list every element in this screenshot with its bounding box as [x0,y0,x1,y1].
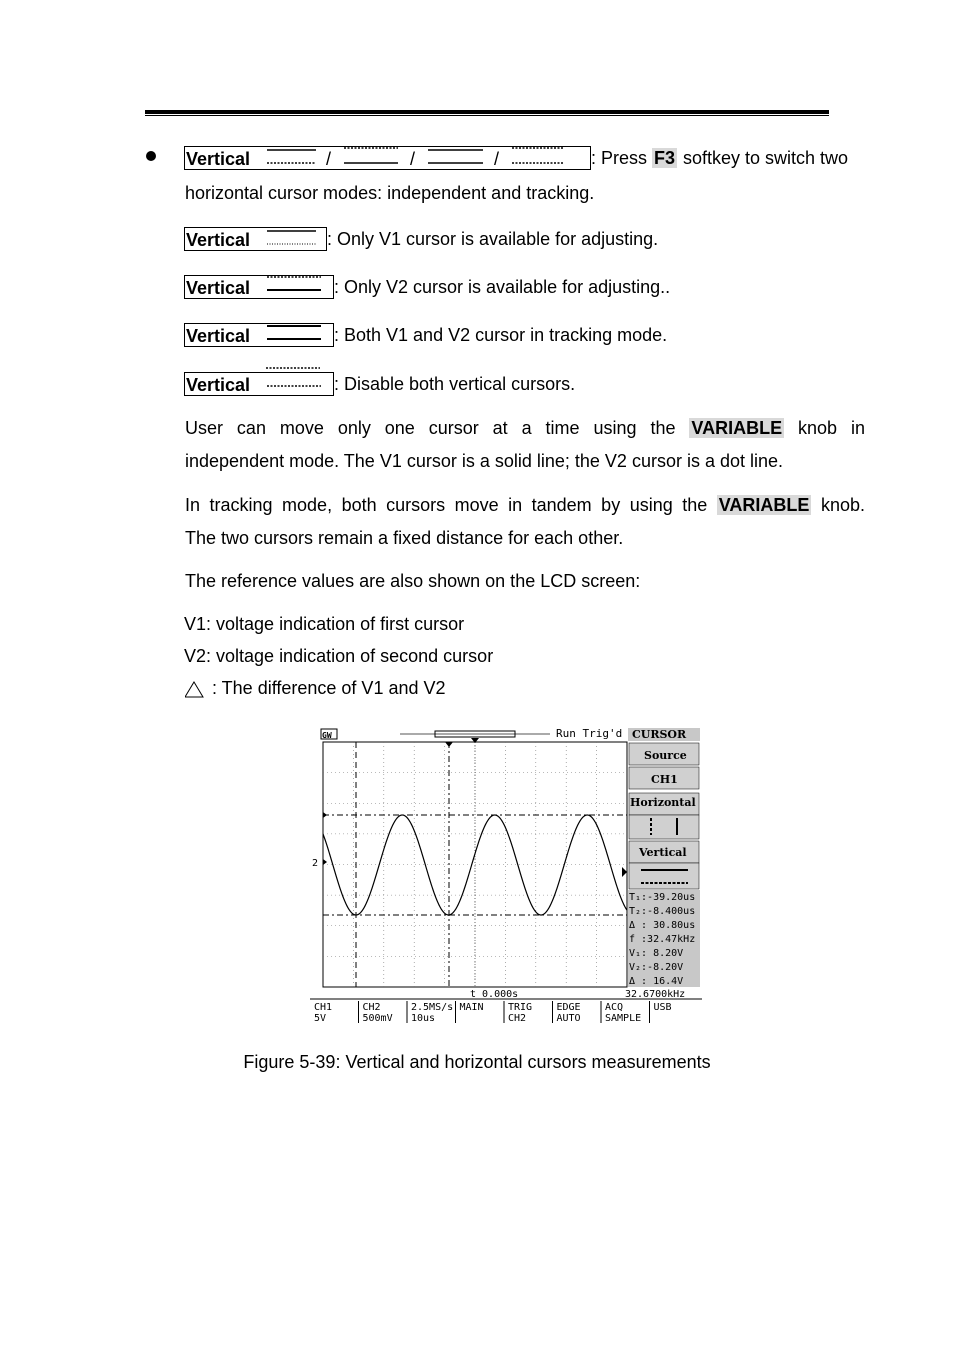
readout-line: V₁: 8.20V [629,948,684,959]
cursor-level-marker [323,812,327,818]
status-cell-top: 2.5MS/s [411,1002,454,1013]
slash-3: / [494,149,500,169]
status-cell-top: TRIG [508,1002,533,1013]
cursor-mode-icons [185,147,590,169]
mode-1-text: : Only V1 cursor is available for adjusting. [327,229,659,249]
readout-line: T₂:-8.400us [629,906,696,917]
mode-1-label: Vertical [186,230,251,250]
vertical-mode-3-box [184,323,334,347]
readout-line: V₂:-8.20V [629,962,684,973]
vertical-icon-box [629,863,699,889]
header-rule [145,110,829,114]
status-cell-top: MAIN [459,1002,484,1013]
frequency-readout: 32.6700kHz [625,989,686,1000]
mode-3-label: Vertical [186,326,251,346]
bottom-status-bar [314,1001,672,1024]
vertical-modes-box [184,146,591,170]
softkey-text: softkey to switch two [683,148,849,168]
vertical-mode-2-box [184,275,334,299]
readout-line: f :32.47kHz [629,934,696,945]
channel-marker: 2 [312,858,319,869]
menu-title: CURSOR [632,728,687,741]
ch2-ground-marker [323,859,327,865]
graticule-grid [323,742,627,987]
delta-triangle-icon [185,681,205,699]
variable-key-1: VARIABLE [691,418,783,438]
mode-3-text: : Both V1 and V2 cursor in tracking mode. [334,325,668,345]
mode-4-text: : Disable both vertical cursors. [334,374,576,394]
scope-screenshot [310,727,702,1025]
def-v2: V2: voltage indication of second cursor [184,646,494,666]
para-3: The reference values are also shown on the LCD screen: [185,571,641,591]
mode-4-label: Vertical [186,375,251,395]
source-label: Source [644,749,687,762]
mode-3-icon [185,324,333,346]
variable-key-2: VARIABLE [718,495,810,515]
header-rule-thin [145,115,829,116]
status-cell-bottom: CH2 [508,1013,527,1024]
trigger-position-marker [445,742,453,747]
status-cell-top: CH1 [314,1002,333,1013]
slash-1: / [326,149,332,169]
def-v1: V1: voltage indication of first cursor [184,614,465,634]
bullet-line-2: horizontal cursor modes: independent and tracking. [185,183,595,203]
status-cell-top: USB [653,1002,672,1013]
press-text: : Press F3 [591,148,676,168]
figure-caption: Figure 5-39: Vertical and horizontal cursors measurements [243,1052,711,1072]
bullet-point [146,151,156,161]
status-cell-bottom: 5V [314,1013,327,1024]
status-cell-bottom: AUTO [556,1013,581,1024]
source-value: CH1 [651,773,678,786]
vertical-mode-1-box [184,227,327,251]
slash-2: / [410,149,416,169]
horizontal-icon-box [629,815,699,839]
trigger-level-marker [622,867,627,877]
para-1-line-1: User can move only one cursor at a time using the VARIABLE knob in [185,418,865,438]
mode-2-label: Vertical [186,278,251,298]
readout-line: Δ : 16.4V [629,976,684,987]
mode-4-icon [185,373,333,395]
mode-4-top-line [266,366,322,370]
para-1-line-2: independent mode. The V1 cursor is a solid line; the V2 cursor is a dot line. [185,451,784,471]
def-delta: : The difference of V1 and V2 [212,678,446,698]
status-cell-bottom: 500mV [362,1013,393,1024]
f3-key: F3 [654,148,676,168]
readout-line: Δ : 30.80us [629,920,696,931]
status-cell-top: EDGE [556,1002,581,1013]
horizontal-label: Horizontal [630,796,696,809]
vertical-label: Vertical [186,149,251,169]
time-offset: t 0.000s [470,989,519,1000]
scope-display [310,727,702,1025]
para-2-line-2: The two cursors remain a fixed distance for each other. [185,528,624,548]
gw-logo: GW [322,731,332,740]
status-cell-top: CH2 [362,1002,381,1013]
mode-2-text: : Only V2 cursor is available for adjusting.. [334,277,671,297]
vertical-mode-4-box [184,372,334,396]
mode-2-icon [185,276,333,298]
status-cell-bottom: 10us [411,1013,436,1024]
run-status: Run Trig'd [556,727,623,740]
readout-line: T₁:-39.20us [629,892,696,903]
mode-1-icon [185,228,326,250]
para-2-line-1: In tracking mode, both cursors move in tandem by using the VARIABLE knob. [185,495,865,515]
status-cell-bottom: SAMPLE [605,1013,642,1024]
vertical-menu-label: Vertical [639,846,687,859]
status-cell-top: ACQ [605,1002,624,1013]
